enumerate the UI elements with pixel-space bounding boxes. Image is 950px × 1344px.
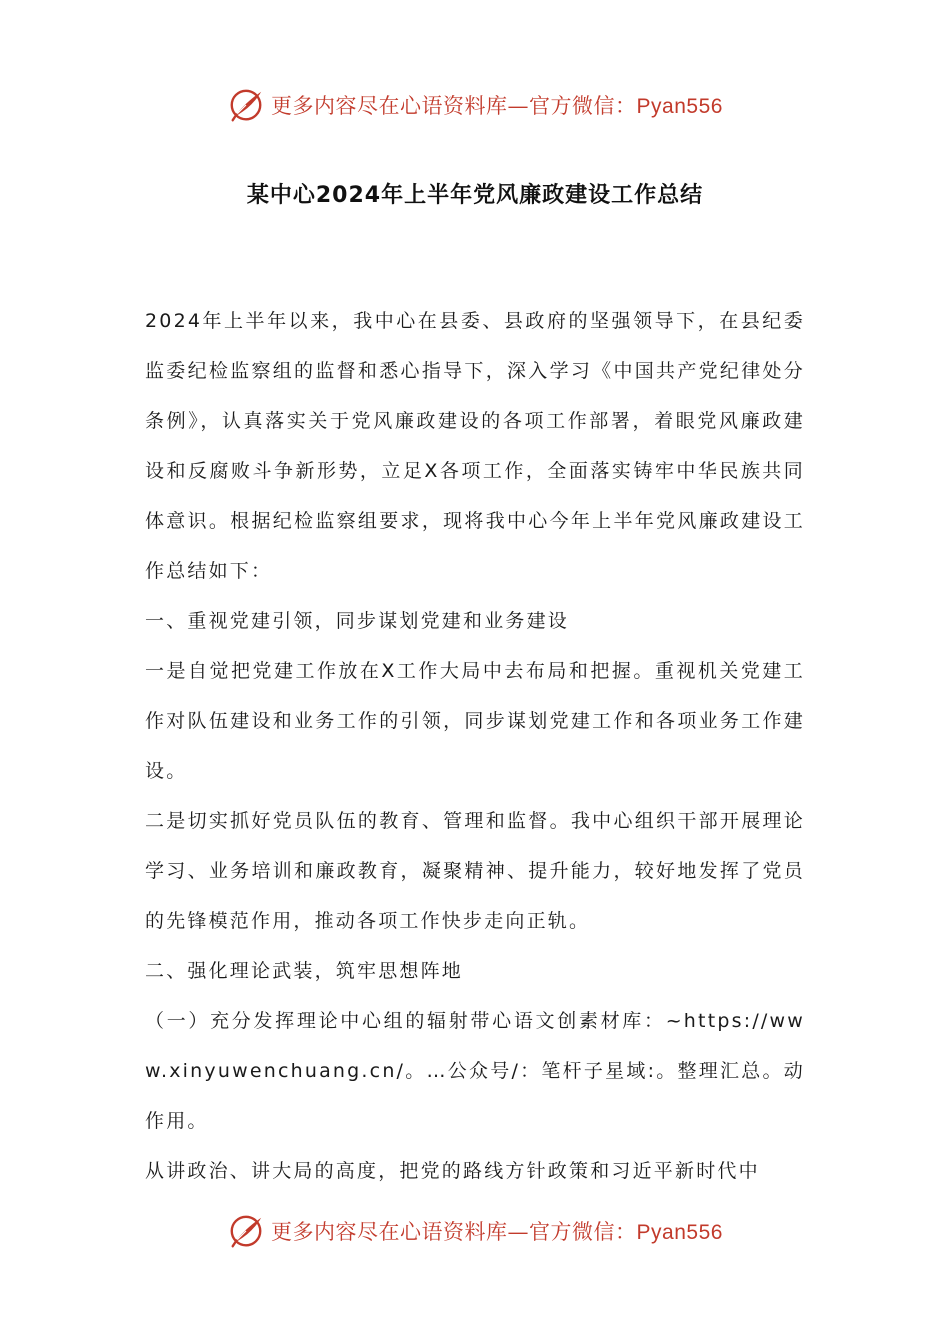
document-body <box>145 296 805 1196</box>
watermark-text <box>271 1216 723 1246</box>
watermark-wechat-id: Pyan556 <box>636 1221 723 1244</box>
section-2-subheading-1: （一）充分发挥理论中心组的辐射带心语文创素材库：~https://www.xinyuwenchuang.cn/。…公众号/：笔杆子星域:。整理汇总。动作用。 <box>145 1010 805 1132</box>
section-1-paragraph-1: 一是自觉把党建工作放在X工作大局中去布局和把握。重视机关党建工作对队伍建设和业务工作的引领，同步谋划党建工作和各项业务工作建设。 <box>145 660 805 782</box>
watermark-label: 更多内容尽在心语资料库—官方微信： <box>271 1220 637 1244</box>
header-watermark <box>0 80 950 130</box>
intro-paragraph: 2024年上半年以来，我中心在县委、县政府的坚强领导下，在县纪委监委纪检监察组的监督和悉心指导下，深入学习《中国共产党纪律处分条例》，认真落实关于党风廉政建设的各项工作部署，着眼党风廉政建设和反腐败斗争新形势，立足X各项工作，全面落实铸牢中华民族共同体意识。根据纪检监察组要求，现将我中心今年上半年党风廉政建设工作总结如下： <box>145 310 805 582</box>
watermark-wechat-id: Pyan556 <box>636 95 723 118</box>
quill-logo-icon <box>227 86 265 124</box>
section-heading-1: 一、重视党建引领，同步谋划党建和业务建设 <box>145 610 570 632</box>
section-1-paragraph-2: 二是切实抓好党员队伍的教育、管理和监督。我中心组织干部开展理论学习、业务培训和廉政教育，凝聚精神、提升能力，较好地发挥了党员的先锋模范作用，推动各项工作快步走向正轨。 <box>145 810 805 932</box>
document-title: 某中心2024年上半年党风廉政建设工作总结 <box>246 183 704 208</box>
watermark-text <box>271 90 723 120</box>
section-heading-2: 二、强化理论武装，筑牢思想阵地 <box>145 960 464 982</box>
footer-watermark <box>0 1206 950 1256</box>
quill-logo-icon <box>227 1212 265 1250</box>
watermark-label: 更多内容尽在心语资料库—官方微信： <box>271 94 637 118</box>
section-2-paragraph-1: 从讲政治、讲大局的高度，把党的路线方针政策和习近平新时代中 <box>145 1160 760 1182</box>
